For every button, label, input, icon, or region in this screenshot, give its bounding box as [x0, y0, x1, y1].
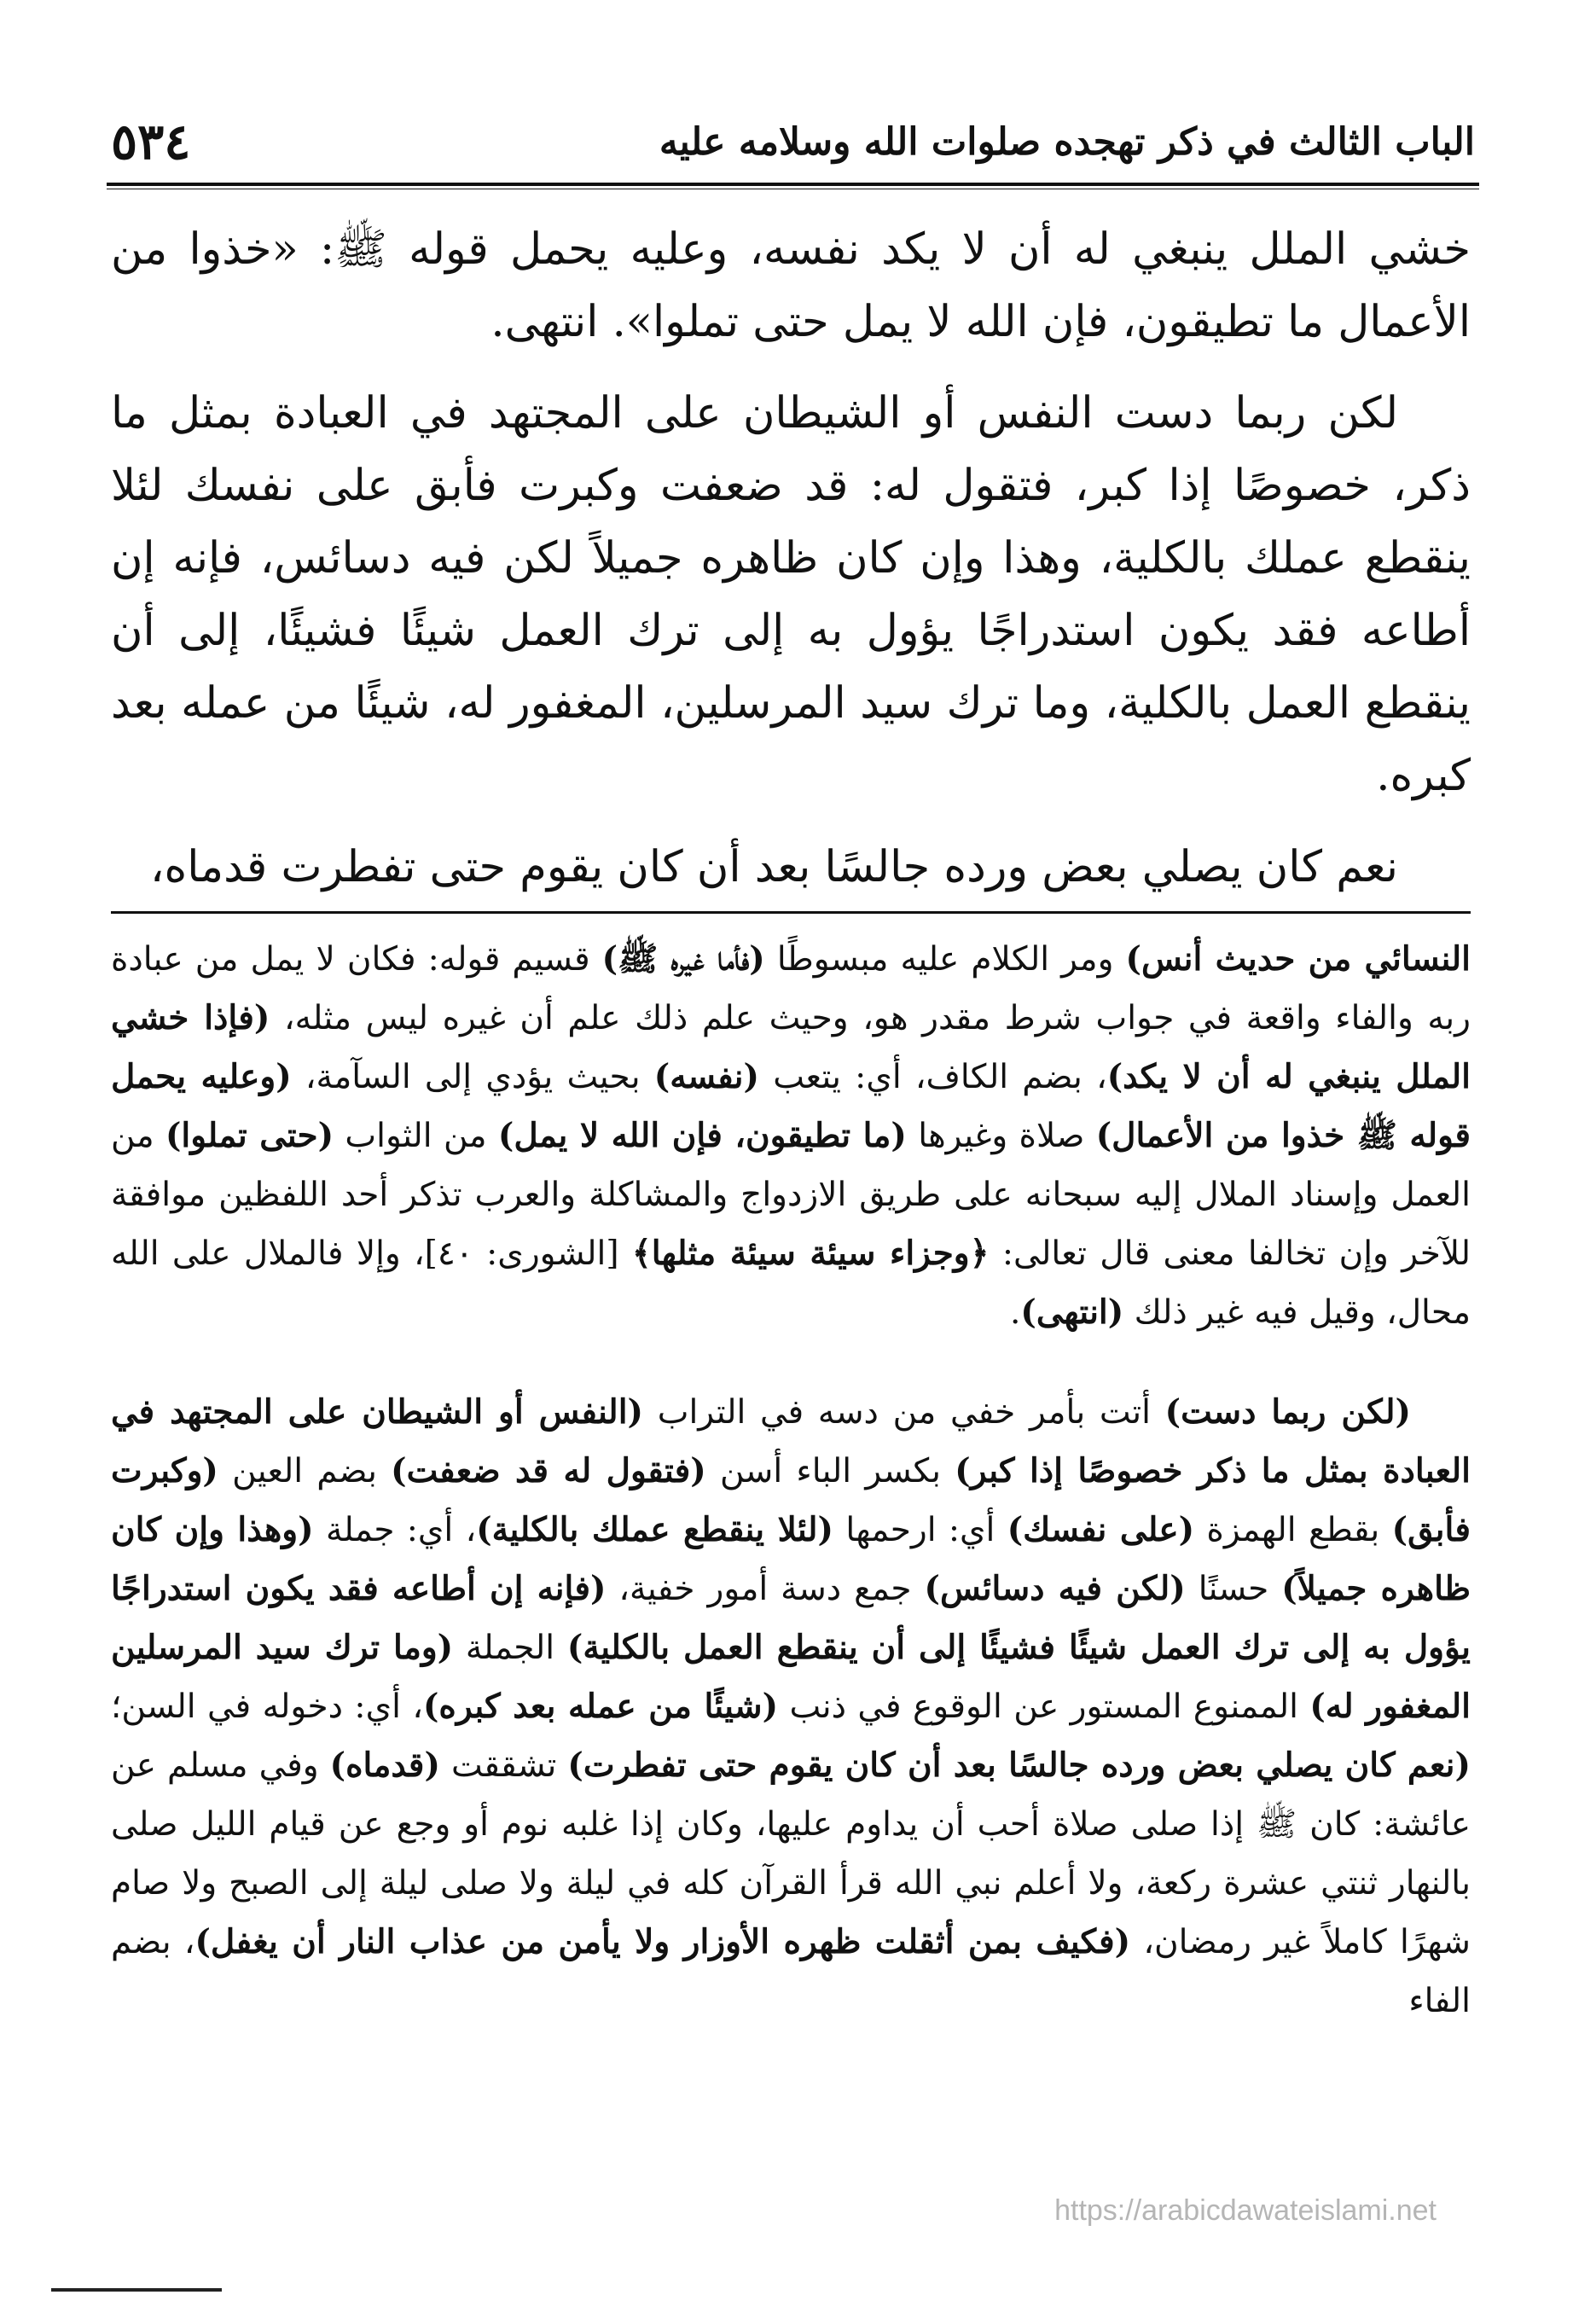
commentary-lemma: (حتى تملوا)	[165, 1116, 334, 1155]
commentary-lemma: (فإنه إن أطاعه فقد يكون استدراجًا يؤول به إلى ترك العمل شيئًا فشيئًا إلى أن ينقطع العمل بالكلية)	[111, 1569, 1471, 1667]
commentary-lemma: (انتهى)	[1020, 1293, 1124, 1332]
commentary-gloss: ومر الكلام عليه مبسوطًا	[764, 940, 1126, 979]
commentary-gloss: الجملة	[453, 1629, 567, 1667]
commentary-paragraph-1	[111, 930, 1471, 1342]
commentary-lemma: (فإذا خشي الملل ينبغي له أن لا يكد)	[111, 998, 1471, 1096]
commentary-gloss: بقطع الهمزة	[1194, 1511, 1392, 1549]
commentary-lemma: (لكن ربما دست)	[1164, 1392, 1411, 1432]
commentary-gloss: حسنًا	[1185, 1570, 1282, 1608]
running-header	[111, 102, 1475, 181]
commentary-gloss: [الشورى: ٤٠]، وإلا فالملال على الله محال، وقيل فيه غير ذلك	[111, 1235, 1471, 1332]
commentary-gloss: من العمل وإسناد الملال إليه سبحانه على طريق الازدواج والمشاكلة والعرب تذكر أحد اللفظين موافقة للآخر وإن تخالفا معنى قال تعالى:	[111, 1117, 1471, 1273]
main-paragraph-2: لكن ربما دست النفس أو الشيطان على المجتهد في العبادة بمثل ما ذكر، خصوصًا إذا كبر، فتقول له: قد ضعفت وكبرت فأبق على نفسك لئلا ينقطع عملك بالكلية، وهذا وإن كان ظاهره جميلاً لكن فيه دسائس، فإنه إن أطاعه فقد يكون استدراجًا يؤول به إلى ترك العمل شيئًا فشيئًا، إلى أن ينقطع العمل بالكلية، وما ترك سيد المرسلين، المغفور له، شيئًا من عمله بعد كبره.	[111, 388, 1471, 801]
main-text	[111, 213, 1471, 922]
commentary-divider	[111, 911, 1471, 914]
commentary-lemma: (النفس أو الشيطان على المجتهد في العبادة بمثل ما ذكر خصوصًا إذا كبر)	[111, 1392, 1471, 1490]
commentary-lemma: (فتقول له قد ضعفت)	[391, 1451, 706, 1490]
commentary-gloss: من الثواب	[334, 1117, 498, 1155]
chapter-title: الباب الثالث في ذكر تهجده صلوات الله وسلامه عليه	[659, 119, 1475, 164]
commentary-gloss: قسيم قوله: فكان لا يمل من عبادة ربه والفاء واقعة في جواب شرط مقدر هو، وحيث علم ذلك علم أن غيره ليس مثله،	[111, 940, 1471, 1037]
commentary-gloss: ، أي: جملة	[313, 1511, 477, 1549]
commentary-lemma: (ما تطيقون، فإن الله لا يمل)	[497, 1116, 907, 1155]
commentary-lemma: (لئلا ينقطع عملك بالكلية)	[476, 1510, 834, 1549]
commentary-lemma: (وهذا وإن كان ظاهره جميلاً)	[111, 1510, 1471, 1608]
commentary-paragraph-2	[111, 1383, 1471, 2031]
commentary-gloss: جمع دسة أمور خفية،	[606, 1570, 925, 1608]
commentary-gloss: بضم العين	[218, 1452, 392, 1490]
commentary-gloss: وفي مسلم عن عائشة: كان ﷺ إذا صلى صلاة أحب أن يداوم عليها، وكان إذا غلبه نوم أو وجع عن قيام الليل صلى بالنهار ثنتي عشرة ركعة، ولا أعلم نبي الله قرأ القرآن كله في ليلة ولا صلى ليلة إلى الصبح ولا صام شهرًا كاملاً غير رمضان،	[111, 1746, 1471, 1961]
commentary-lemma: النسائي من حديث أنس)	[1125, 939, 1471, 979]
commentary-gloss: بكسر الباء أسن	[705, 1452, 955, 1490]
commentary-gloss: أتت بأمر خفي من دسه في التراب	[642, 1393, 1165, 1432]
commentary-gloss: بحيث يؤدي إلى السآمة،	[291, 1058, 654, 1096]
commentary-lemma: (لكن فيه دسائس)	[924, 1569, 1186, 1608]
commentary-lemma: (وما ترك سيد المرسلين المغفور له)	[111, 1628, 1471, 1726]
header-divider	[107, 183, 1479, 189]
commentary-lemma: (فكيف بمن أثقلت ظهره الأوزار ولا يأمن من عذاب النار أن يغفل)	[194, 1922, 1131, 1961]
commentary-lemma: ﴿وجزاء سيئة سيئة مثلها﴾	[631, 1234, 990, 1273]
commentary-text	[111, 930, 1471, 2031]
watermark-url: https://arabicdawateislami.net	[1054, 2194, 1437, 2227]
commentary-gloss: الممنوع المستور عن الوقوع في ذنب	[778, 1688, 1310, 1726]
scan-edge-mark	[51, 2288, 222, 2292]
commentary-lemma: (وعليه يحمل قوله ﷺ خذوا من الأعمال)	[111, 1057, 1471, 1155]
commentary-lemma: (شيئًا من عمله بعد كبره)	[422, 1687, 779, 1726]
commentary-lemma: (على نفسك)	[1007, 1510, 1195, 1549]
commentary-lemma: (نعم كان يصلي بعض ورده جالسًا بعد أن كان يقوم حتى تفطرت)	[567, 1746, 1471, 1785]
commentary-gloss: تشققت	[439, 1746, 568, 1785]
commentary-gloss: .	[1009, 1293, 1021, 1332]
commentary-lemma: (وكبرت فأبق)	[111, 1451, 1471, 1549]
commentary-lemma: (فأما غيره ﷺ)	[601, 939, 765, 979]
main-paragraph-3: نعم كان يصلي بعض ورده جالسًا بعد أن كان يقوم حتى تفطرت قدماه،	[150, 842, 1398, 892]
commentary-gloss: صلاة وغيرها	[906, 1117, 1096, 1155]
main-paragraph-1: خشي الملل ينبغي له أن لا يكد نفسه، وعليه يحمل قوله ﷺ: «خذوا من الأعمال ما تطيقون، فإن الله لا يمل حتى تملوا». انتهى.	[111, 224, 1471, 347]
commentary-gloss: ، أي: دخوله في السن؛	[111, 1688, 423, 1726]
commentary-gloss: ، بضم الفاء	[111, 1923, 1471, 2020]
page-number: ٥٣٤	[111, 113, 191, 171]
commentary-lemma: (قدماه)	[329, 1746, 440, 1785]
commentary-gloss: ، بضم الكاف، أي: يتعب	[759, 1058, 1107, 1096]
commentary-gloss: أي: ارحمها	[833, 1511, 1007, 1549]
commentary-lemma: (نفسه)	[653, 1057, 759, 1096]
